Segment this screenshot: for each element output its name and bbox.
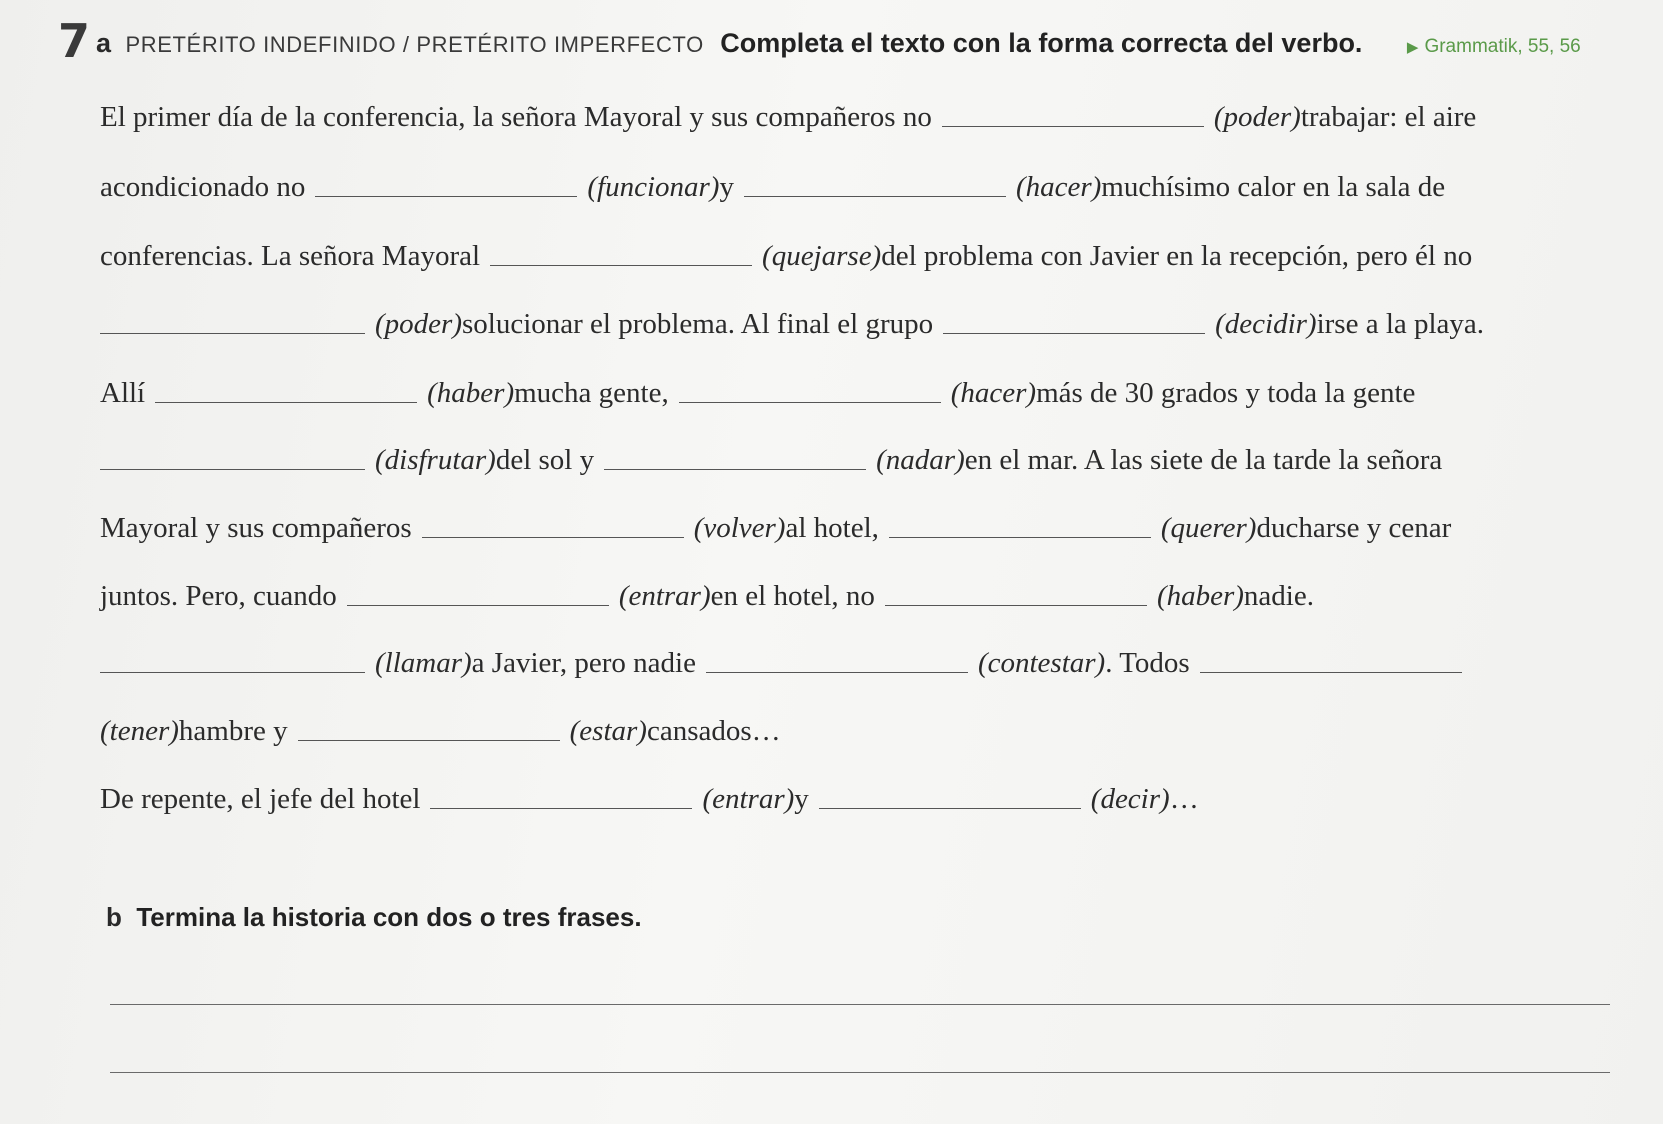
blank-7[interactable]: [155, 402, 417, 403]
line-2-text: acondicionado no: [100, 171, 306, 203]
part-b-header: [106, 902, 642, 933]
line-4-text-end: irse a la playa.: [1316, 308, 1485, 340]
exercise-instruction: Completa el texto con la forma correcta del verbo.: [720, 28, 1363, 58]
grammar-reference-text: Grammatik, 55, 56: [1424, 36, 1581, 57]
verb-hint: (entrar): [702, 783, 795, 815]
verb-hint: (poder): [375, 308, 462, 340]
answer-line-2[interactable]: [110, 1072, 1610, 1073]
text-line-4: [100, 295, 1610, 341]
verb-hint: (volver): [693, 512, 786, 544]
verb-hint: (decir): [1090, 783, 1170, 815]
line-6-text-end: en el mar. A las siete de la tarde la señora: [964, 444, 1443, 476]
exercise-header: [96, 28, 1581, 59]
verb-hint: (decidir): [1215, 308, 1317, 340]
line-9-text-end: . Todos: [1105, 647, 1190, 679]
blank-15[interactable]: [100, 672, 365, 673]
line-10-text-end: cansados…: [646, 715, 781, 747]
line-1-text: El primer día de la conferencia, la señora Mayoral y sus compañeros no: [100, 101, 932, 133]
part-a-letter: a: [96, 28, 112, 58]
verb-hint: (poder): [1213, 101, 1301, 133]
verb-hint: (hacer): [1015, 171, 1102, 203]
text-line-10: [100, 702, 1610, 748]
line-7-text: Mayoral y sus compañeros: [100, 512, 412, 544]
blank-3[interactable]: [744, 196, 1006, 197]
grammar-topic: PRETÉRITO INDEFINIDO / PRETÉRITO IMPERFECTO: [125, 32, 704, 57]
verb-hint: (disfrutar): [375, 444, 496, 476]
line-7-text-end: ducharse y cenar: [1256, 512, 1452, 544]
line-11-text: De repente, el jefe del hotel: [100, 783, 421, 815]
exercise-number: 7: [58, 14, 91, 68]
line-7-text-mid: al hotel,: [785, 512, 879, 544]
blank-2[interactable]: [315, 196, 577, 197]
verb-hint: (hacer): [950, 377, 1037, 409]
blank-5[interactable]: [100, 333, 365, 334]
text-line-7: [100, 499, 1610, 545]
line-10-text-mid: hambre y: [178, 715, 288, 747]
line-2-text-end: muchísimo calor en la sala de: [1101, 171, 1446, 203]
arrow-right-icon: ▶: [1406, 39, 1419, 56]
blank-12[interactable]: [889, 537, 1151, 538]
blank-11[interactable]: [422, 537, 684, 538]
text-line-9: [100, 634, 1610, 680]
blank-6[interactable]: [943, 333, 1205, 334]
blank-10[interactable]: [604, 469, 866, 470]
line-3-text-end: del problema con Javier en la recepción, pero él no: [881, 240, 1473, 272]
line-11-text-end: …: [1169, 783, 1199, 815]
grammar-reference: [1407, 36, 1581, 57]
blank-4[interactable]: [490, 265, 752, 266]
part-b-letter: b: [106, 902, 122, 932]
answer-line-1[interactable]: [110, 1004, 1610, 1005]
line-8-text-end: nadie.: [1243, 580, 1314, 612]
blank-19[interactable]: [430, 808, 692, 809]
line-5-text: Allí: [100, 377, 146, 409]
line-3-text: conferencias. La señora Mayoral: [100, 240, 481, 272]
verb-hint: (querer): [1160, 512, 1257, 544]
line-8-text-mid: en el hotel, no: [710, 580, 875, 612]
blank-9[interactable]: [100, 469, 365, 470]
line-5-text-mid: mucha gente,: [514, 377, 669, 409]
line-2-text-mid: y: [719, 171, 734, 203]
text-line-8: [100, 567, 1610, 613]
line-9-text-mid: a Javier, pero nadie: [471, 647, 696, 679]
text-line-2: [100, 158, 1610, 204]
blank-14[interactable]: [885, 605, 1147, 606]
verb-hint: (funcionar): [587, 171, 720, 203]
line-11-text-mid: y: [794, 783, 809, 815]
blank-20[interactable]: [819, 808, 1081, 809]
line-4-text-mid: solucionar el problema. Al final el grupo: [461, 308, 934, 340]
verb-hint: (haber): [427, 377, 515, 409]
line-5-text-end: más de 30 grados y toda la gente: [1036, 377, 1416, 409]
blank-1[interactable]: [942, 126, 1204, 127]
blank-18[interactable]: [298, 740, 560, 741]
blank-8[interactable]: [679, 402, 941, 403]
text-line-3: [100, 227, 1610, 273]
line-1-text-end: trabajar: el aire: [1300, 101, 1477, 133]
text-line-6: [100, 431, 1610, 477]
line-6-text-mid: del sol y: [495, 444, 595, 476]
verb-hint: (tener): [100, 715, 179, 747]
blank-17[interactable]: [1200, 672, 1462, 673]
line-8-text: juntos. Pero, cuando: [100, 580, 337, 612]
verb-hint: (entrar): [618, 580, 711, 612]
blank-13[interactable]: [347, 605, 609, 606]
verb-hint: (contestar): [977, 647, 1106, 679]
verb-hint: (nadar): [876, 444, 965, 476]
verb-hint: (haber): [1156, 580, 1244, 612]
verb-hint: (estar): [569, 715, 647, 747]
verb-hint: (quejarse): [762, 240, 882, 272]
text-line-1: [100, 88, 1610, 134]
blank-16[interactable]: [706, 672, 968, 673]
text-line-5: [100, 364, 1610, 410]
part-b-instruction: Termina la historia con dos o tres frases.: [136, 902, 642, 932]
text-line-11: [100, 770, 1610, 816]
verb-hint: (llamar): [375, 647, 472, 679]
